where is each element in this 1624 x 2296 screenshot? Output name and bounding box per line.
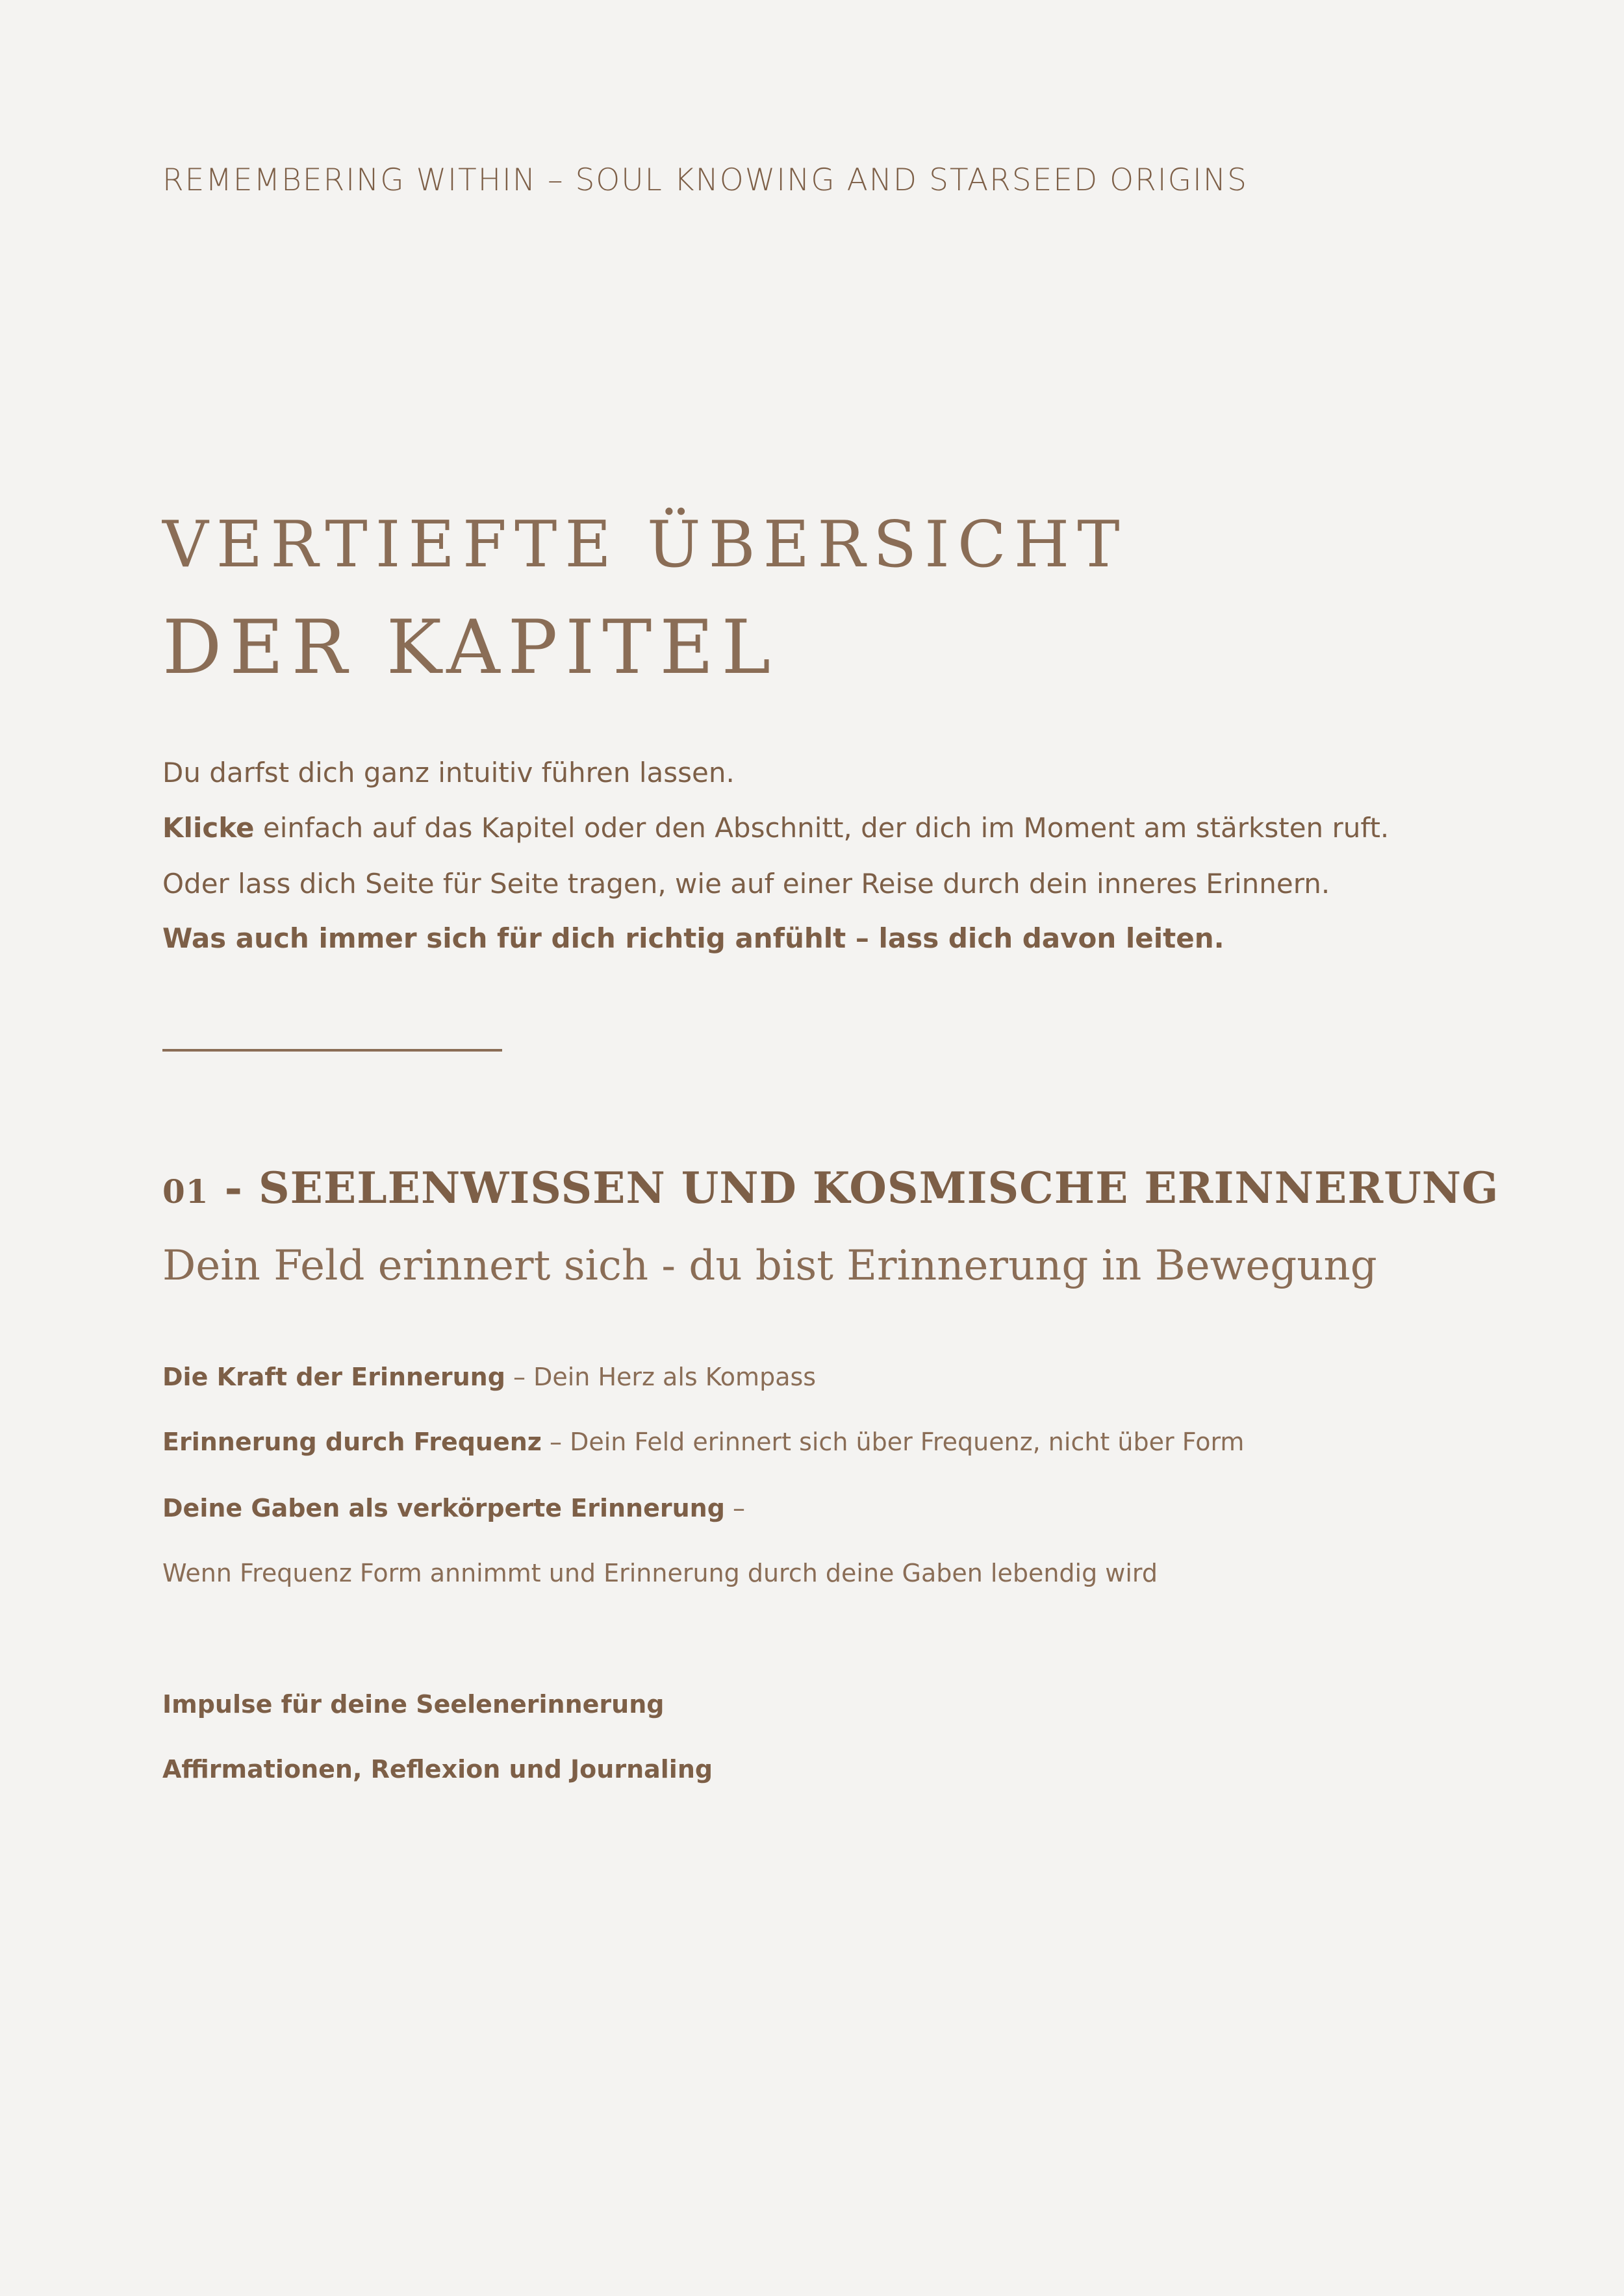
intro-line-1: Du darfst dich ganz intuitiv führen lassen. (162, 757, 735, 788)
divider-line (162, 1049, 502, 1052)
intro-line-2-rest: einfach auf das Kapitel oder den Abschnitt, der dich im Moment am stärksten ruft. (254, 812, 1389, 844)
extra-title: Impulse für deine Seelenerinnerung (162, 1690, 665, 1719)
section-link-affirmationen[interactable] (162, 1755, 713, 1784)
section-dash: – (541, 1428, 570, 1456)
section-dash: – (724, 1494, 746, 1522)
chapter-number: 01 (162, 1172, 209, 1211)
section-continuation-text (162, 1559, 1158, 1587)
section-description: Dein Herz als Kompass (533, 1363, 817, 1391)
chapter-title: SEELENWISSEN UND KOSMISCHE ERINNERUNG (258, 1163, 1499, 1213)
section-continuation: Wenn Frequenz Form annimmt und Erinnerung durch deine Gaben lebendig wird (162, 1559, 1158, 1587)
chapter-subtitle: Dein Feld erinnert sich - du bist Erinnerung in Bewegung (162, 1242, 1377, 1290)
section-title: Die Kraft der Erinnerung (162, 1363, 505, 1391)
running-header: REMEMBERING WITHIN – SOUL KNOWING AND STARSEED ORIGINS (162, 162, 1248, 198)
chapter-01-link[interactable] (162, 1163, 1499, 1213)
section-link-erinnerung-durch-frequenz[interactable] (162, 1428, 1244, 1456)
intro-line-2 (162, 812, 1389, 844)
section-title: Deine Gaben als verkörperte Erinnerung (162, 1494, 725, 1522)
chapter-separator: - (209, 1163, 259, 1213)
section-description: Dein Feld erinnert sich über Frequenz, nicht über Form (570, 1428, 1245, 1456)
intro-line-3: Oder lass dich Seite für Seite tragen, wie auf einer Reise durch dein inneres Erinnern. (162, 868, 1330, 900)
intro-click-word: Klicke (162, 812, 255, 844)
section-link-impulse[interactable] (162, 1690, 664, 1719)
section-dash: – (505, 1363, 534, 1391)
section-link-kraft-der-erinnerung[interactable] (162, 1363, 816, 1391)
section-link-deine-gaben[interactable] (162, 1494, 745, 1522)
section-title: Erinnerung durch Frequenz (162, 1428, 542, 1456)
intro-line-4: Was auch immer sich für dich richtig anfühlt – lass dich davon leiten. (162, 922, 1224, 954)
page-title-line-1: VERTIEFTE ÜBERSICHT (162, 508, 1128, 582)
page-title-line-2: DER KAPITEL (162, 604, 779, 690)
extra-title: Affirmationen, Reflexion und Journaling (162, 1755, 713, 1784)
